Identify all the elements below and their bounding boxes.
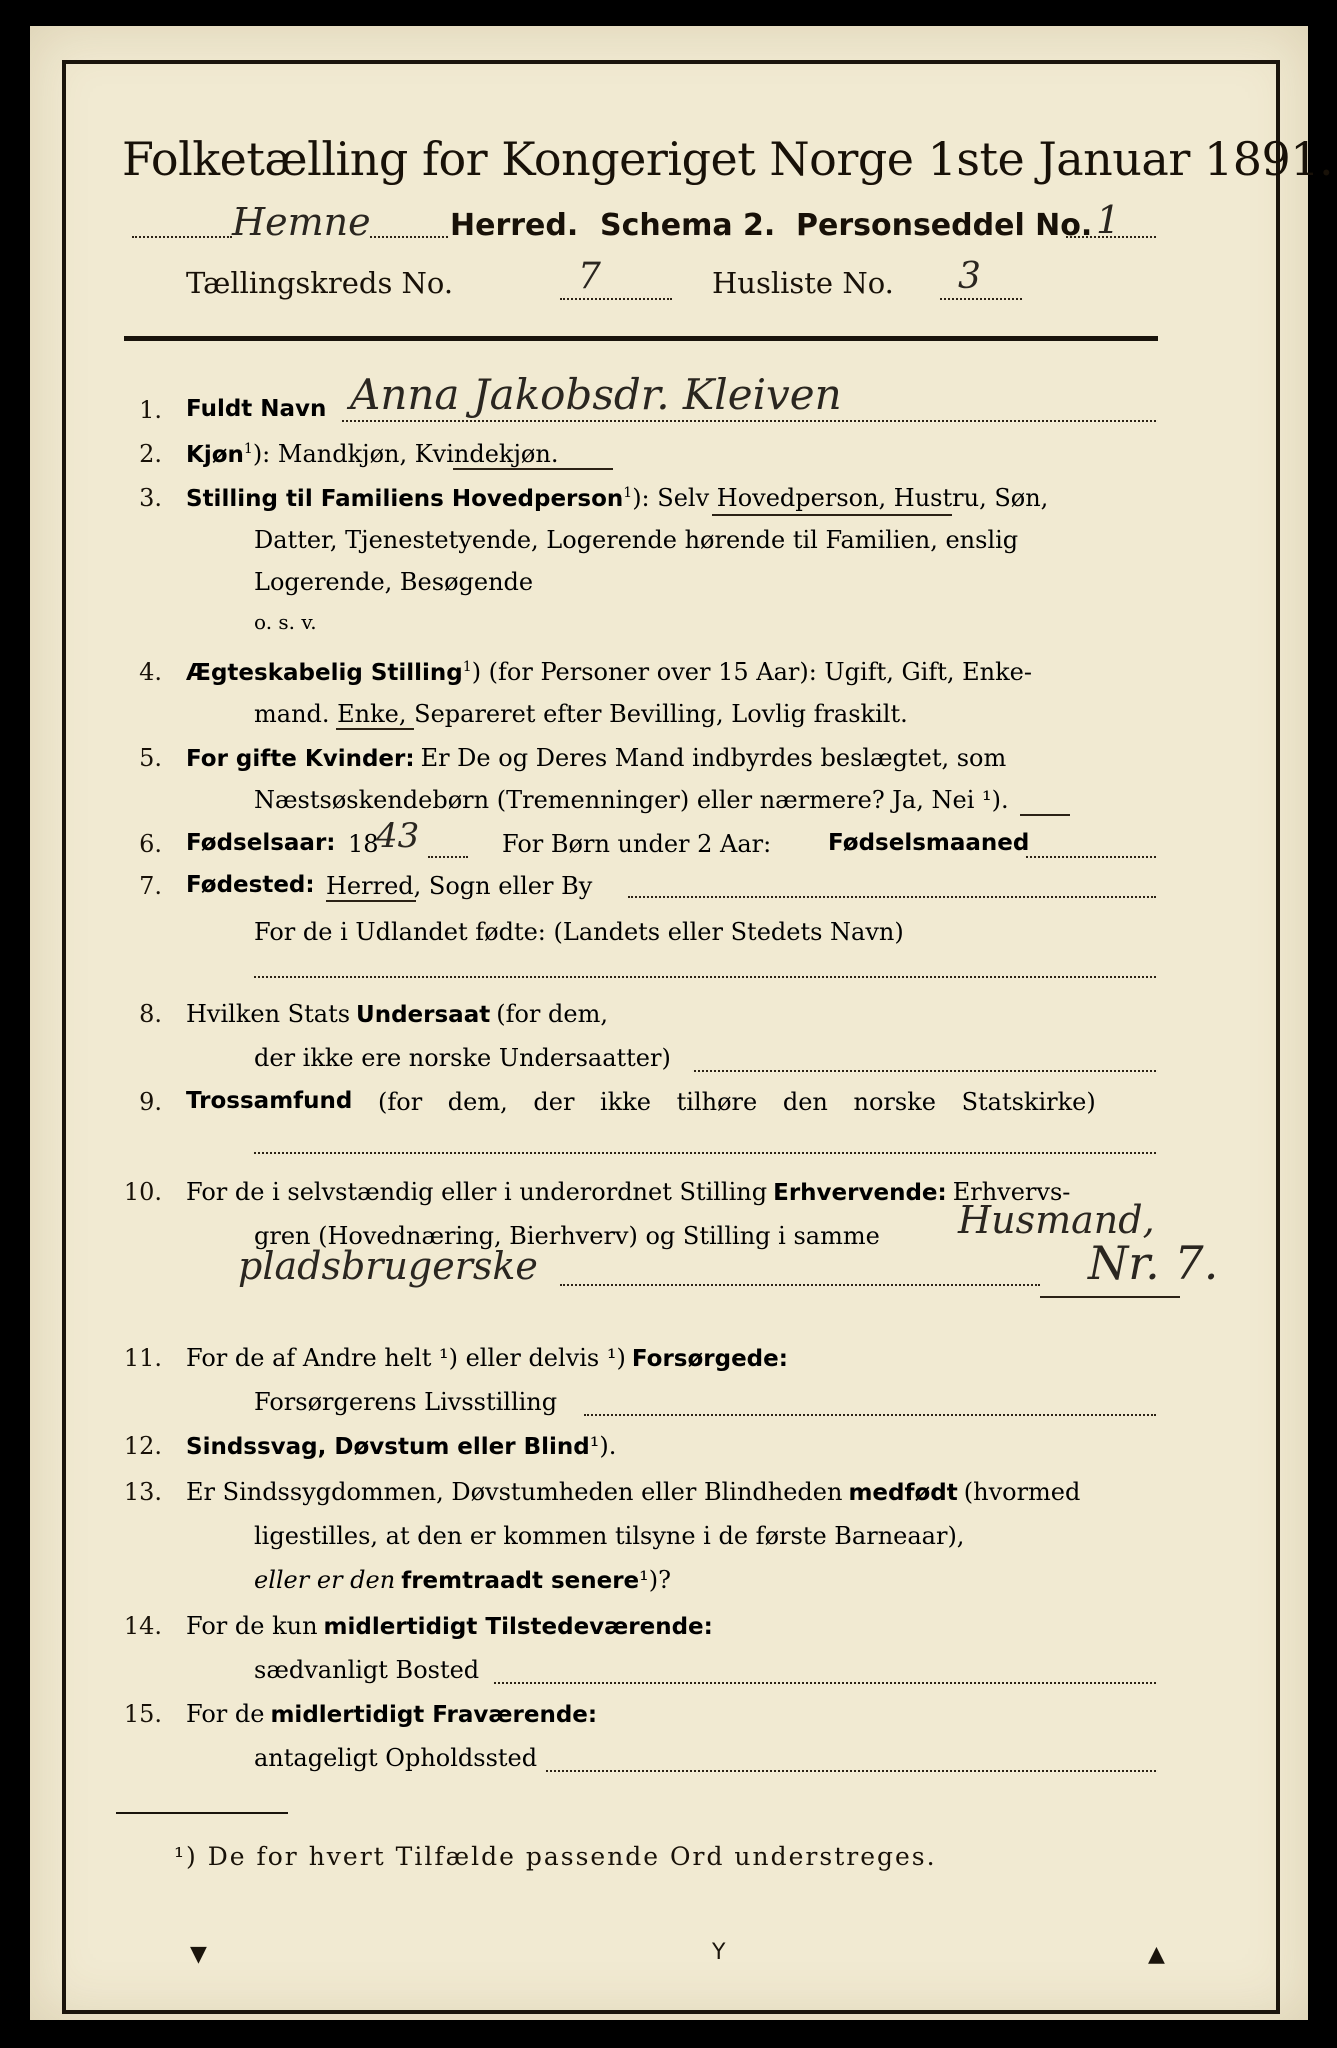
footnote-rule [116,1812,288,1814]
dotted-line [560,298,672,300]
personseddel-value: 1 [1096,198,1121,242]
husliste-label: Husliste No. [712,266,894,300]
field-text: ): Selv Hovedperson, Hustru, Søn, [632,484,1049,512]
field-text: Er Sindssygdommen, Døvstumheden eller Blindheden [186,1478,843,1506]
dotted-line [132,236,232,238]
field-cont: gren (Hovednæring, Bierhverv) og Stilling i samme [254,1222,880,1250]
erhverv-value: Husmand, [958,1198,1155,1242]
dotted-line [694,1070,1156,1072]
field-number: 1. [139,396,162,424]
registration-mark: ▲ [1148,1942,1165,1967]
field-fravaerende [186,1700,597,1729]
fuldt-navn-value: Anna Jakobsdr. Kleiven [350,370,842,419]
herred-value: Hemne [232,200,371,244]
field-cont: sædvanligt Bosted [254,1656,480,1684]
underline-selv-hovedperson [712,514,952,516]
field-number: 6. [139,830,162,858]
field-text: ¹)? [639,1566,672,1594]
field-label: Forsørgede: [631,1346,788,1372]
field-text: 18 [348,830,379,858]
field-number: 10. [123,1178,162,1206]
dotted-line [560,1284,1040,1286]
field-text: (for dem, der ikke tilhøre den norske Statskirke) [378,1088,1096,1116]
field-cont [254,1566,671,1595]
field-text: (for dem, [496,1000,608,1028]
footnote: ¹) De for hvert Tilfælde passende Ord understreges. [174,1842,937,1871]
footnote-ref: 1 [462,659,472,675]
field-label: Fødselsaar: [186,830,336,856]
field-text: ): Mandkjøn, Kvindekjøn. [252,440,559,468]
fodselsaar-value: 43 [376,816,420,856]
field-label: Erhvervende: [773,1180,947,1206]
husliste-value: 3 [958,256,981,297]
field-gifte-kvinder [186,744,1006,773]
field-label: Kjøn [186,442,244,468]
field-undersaat [186,1000,608,1029]
field-number: 4. [139,658,162,686]
field-cont: ligestilles, at den er kommen tilsyne i de første Barneaar), [254,1522,965,1550]
field-text: Erhvervs- [952,1178,1071,1206]
field-number: 9. [139,1088,162,1116]
taellingskreds-label: Tællingskreds No. [186,266,454,300]
field-label: Fødselsmaaned [828,830,1030,856]
field-text: For de [186,1700,265,1728]
field-label: Ægteskabelig Stilling [186,660,463,686]
schema-label: Schema 2. [600,208,776,243]
dotted-line [628,896,1156,898]
field-cont: Næstsøskendebørn (Tremenninger) eller nærmere? Ja, Nei ¹). [254,786,1009,814]
field-number: 2. [139,440,162,468]
field-stilling [186,484,1048,513]
field-text: Herred, Sogn eller By [326,872,593,900]
field-text: ¹). [589,1432,617,1460]
field-number: 12. [123,1432,162,1460]
field-label: fremtraadt senere [401,1568,640,1594]
footnote-ref: 1 [623,485,633,501]
field-aegteskab [186,658,1032,687]
underline-herred [326,900,416,902]
dotted-line [584,1414,1156,1416]
field-cont: Logerende, Besøgende [254,568,534,596]
dotted-line [940,298,1022,300]
field-cont: o. s. v. [254,610,317,634]
underline-handwritten [1040,1296,1180,1298]
field-number: 3. [139,484,162,512]
field-cont: antageligt Opholdssted [254,1744,538,1772]
field-number: 13. [123,1478,162,1506]
dotted-line [1026,856,1156,858]
footnote-ref: 1 [243,441,253,457]
dotted-line [546,1770,1156,1772]
field-label: Fødested: [186,872,315,898]
field-label: Trossamfund [186,1088,353,1114]
field-cont: der ikke ere norske Undersaatter) [254,1044,671,1072]
field-number: 14. [123,1612,162,1640]
field-text: ) (for Personer over 15 Aar): Ugift, Gift, Enke- [471,658,1032,686]
field-number: 15. [123,1700,162,1728]
underline-enke [336,728,414,730]
field-number: 8. [139,1000,162,1028]
header-rule [124,336,1158,341]
underline-kvindekjon [453,468,613,470]
field-text: Hvilken Stats [186,1000,351,1028]
field-sindssvag [186,1432,616,1461]
field-label: midlertidigt Fraværende: [270,1702,598,1728]
field-text: eller er den [254,1566,396,1594]
dotted-line [428,856,468,858]
field-number: 7. [139,872,162,900]
field-number: 5. [139,744,162,772]
erhverv-value-cont: pladsbrugerske [238,1244,538,1288]
field-label: Sindssvag, Døvstum eller Blind [186,1434,590,1460]
field-text: For Børn under 2 Aar: [502,830,772,858]
field-text: (hvormed [963,1478,1081,1506]
field-number: 11. [123,1344,162,1372]
registration-mark: Y [712,1940,726,1965]
dotted-line [254,1152,1156,1154]
taellingskreds-value: 7 [578,256,601,297]
field-label: Stilling til Familiens Hovedperson [186,486,624,512]
personseddel-label: Personseddel No. [796,208,1093,243]
field-text: For de af Andre helt ¹) eller delvis ¹) [186,1344,626,1372]
form-title: Folketælling for Kongeriget Norge 1ste Januar 1891. [122,132,1334,186]
registration-mark: ▼ [190,1942,207,1967]
underline-nei [1020,814,1070,816]
field-label-fuldt-navn: Fuldt Navn [186,396,327,422]
field-label: Undersaat [356,1002,491,1028]
dotted-line [494,1682,1156,1684]
field-cont: mand. Enke, Separeret efter Bevilling, Lovlig fraskilt. [254,700,908,728]
field-tilstedevaerende [186,1612,713,1641]
field-cont: For de i Udlandet fødte: (Landets eller Stedets Navn) [254,918,904,946]
dotted-line [254,976,1156,978]
dotted-line [1066,236,1156,238]
field-erhverv [186,1178,1070,1207]
field-text: For de kun [186,1612,318,1640]
dotted-line [370,236,448,238]
field-forsorgede [186,1344,788,1373]
field-cont: Datter, Tjenestetyende, Logerende hørende til Familien, enslig [254,526,1019,554]
herred-label: Herred. [450,208,579,243]
field-medfodt [186,1478,1080,1507]
field-label: midlertidigt Tilstedeværende: [323,1614,713,1640]
field-text: Er De og Deres Mand indbyrdes beslægtet, som [420,744,1007,772]
field-label: medfødt [848,1480,958,1506]
dotted-line [342,420,1156,422]
field-kjon [186,440,558,469]
field-cont: Forsørgerens Livsstilling [254,1388,558,1416]
field-text: For de i selvstændig eller i underordnet Stilling [186,1178,768,1206]
erhverv-value-nr: Nr. 7. [1088,1236,1219,1290]
field-label: For gifte Kvinder: [186,746,415,772]
